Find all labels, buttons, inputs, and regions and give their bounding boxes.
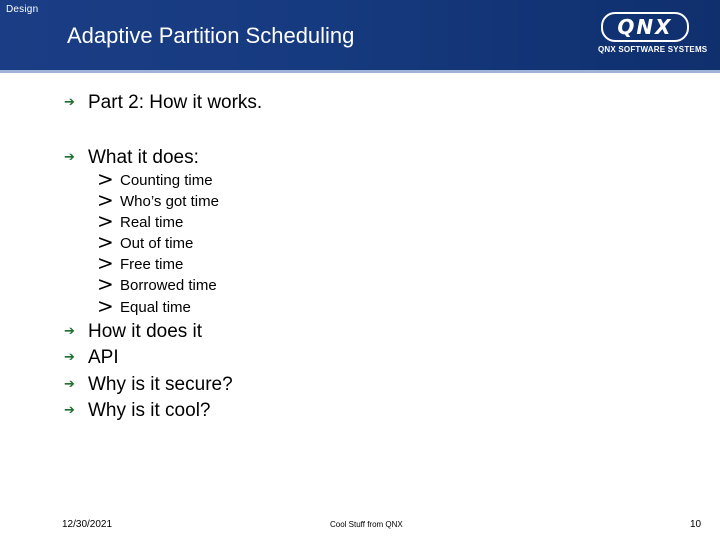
chevron-right-icon: >	[97, 209, 114, 233]
sub-bullet-text: Counting time	[120, 172, 213, 189]
chevron-right-icon: >	[97, 294, 114, 318]
template-name: Design	[6, 4, 39, 15]
sub-bullet-text: Out of time	[120, 235, 194, 252]
chevron-right-icon: >	[97, 188, 114, 212]
sub-bullet-text: Borrowed time	[120, 277, 217, 294]
bullet-text: Why is it secure?	[88, 374, 233, 395]
chevron-right-icon: >	[97, 230, 114, 254]
arrow-right-icon: ➔	[64, 403, 75, 418]
sub-bullet-text: Equal time	[120, 299, 191, 316]
sub-bullet-text: Free time	[120, 256, 184, 273]
slide-header	[0, 0, 720, 70]
arrow-right-icon: ➔	[64, 324, 75, 339]
bullet-text: API	[88, 347, 119, 368]
footer-date: 12/30/2021	[62, 519, 113, 530]
sub-bullet-text: Real time	[120, 214, 184, 231]
bullet-text: Why is it cool?	[88, 400, 211, 421]
arrow-right-icon: ➔	[64, 377, 75, 392]
logo-text: QNX	[617, 15, 673, 39]
arrow-right-icon: ➔	[64, 350, 75, 365]
chevron-right-icon: >	[97, 251, 114, 275]
bullet-text: How it does it	[88, 321, 203, 342]
slide-title: Adaptive Partition Scheduling	[67, 23, 355, 48]
page-number: 10	[690, 519, 702, 530]
header-divider	[0, 70, 720, 73]
arrow-right-icon: ➔	[64, 150, 75, 165]
arrow-right-icon: ➔	[64, 95, 75, 110]
logo-mark	[601, 12, 689, 42]
logo-subtext: QNX SOFTWARE SYSTEMS	[598, 45, 708, 54]
company-logo	[598, 12, 708, 60]
bullet-text: Part 2: How it works.	[88, 92, 263, 113]
footer-title: Cool Stuff from QNX	[330, 520, 403, 529]
chevron-right-icon: >	[97, 272, 114, 296]
bullet-text: What it does:	[88, 147, 199, 168]
chevron-right-icon: >	[97, 167, 114, 191]
sub-bullet-text: Who’s got time	[120, 193, 219, 210]
